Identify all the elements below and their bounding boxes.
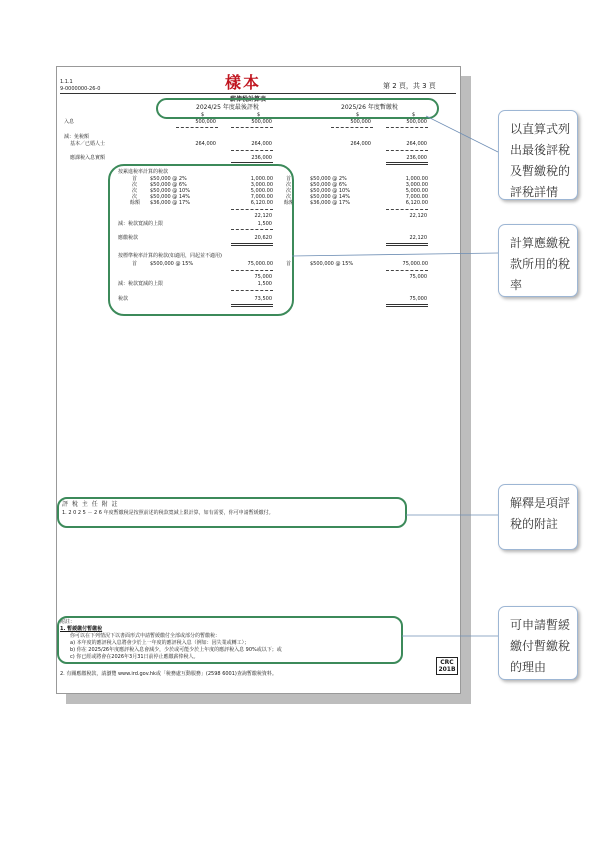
standard-subtotal: 75,000 [409,274,427,280]
basic-allowance-label: 基本／已婚人士 [70,141,106,147]
col-header-final: 2024/25 年度最後評稅 [196,104,259,111]
dollar-sign: $ [201,112,205,118]
note-2: 2. 有關應繳稅款，請瀏覽 www.ird.gov.hk或「稅務處互動服務」(2598 6001)查詢暫繳稅資料。 [60,671,277,677]
band-rate: $50,000 @ 10% [150,188,190,194]
band-amount: 75,000.00 [402,261,428,267]
band-amount: 6,120.00 [250,200,273,206]
tax-payable-value: 20,620 [254,235,272,241]
note-1-intro: 你可以在下列情況下以書面形式申請暫緩繳付全部或部分的暫繳稅： [70,633,221,639]
progressive-subtotal: 22,120 [254,213,272,219]
assessor-remark-1: 1. 2 0 2 5 － 2 6 年度暫繳稅是按照前述的稅款寬減上限計算，如有需要，你可申請暫緩繳付。 [62,510,274,516]
band-rate: $50,000 @ 14% [150,194,190,200]
band-rate: $50,000 @ 6% [310,182,347,188]
form-number: 201B [438,666,456,673]
band-tag: 次 [132,182,138,188]
band-amount: 5,000.00 [250,188,273,194]
band-tag: 次 [132,194,138,200]
tax-payable-label: 應繳稅款 [118,235,139,241]
allowance-value: 264,000 [350,141,371,147]
net-chargeable-label: 應課稅入息實額 [70,155,106,161]
file-number: 9-0000000-26-0 [60,86,101,92]
band-rate: $36,000 @ 17% [310,200,350,206]
tax-label: 稅款 [118,296,129,302]
net-chargeable-value: 236,000 [251,155,272,161]
net-chargeable-value: 236,000 [406,155,427,161]
allowance-value: 264,000 [195,141,216,147]
tax-value: 75,000 [409,296,427,302]
band-rate: $500,000 @ 15% [150,261,194,267]
band-tag: 首 [286,261,292,267]
band-amount: 3,000.00 [250,182,273,188]
notes-title: 附註： [60,619,76,625]
reduction-label: 減：稅款寬減的上限 [118,221,164,227]
dollar-sign: $ [257,112,261,118]
progressive-subtotal: 22,120 [409,213,427,219]
band-rate: $50,000 @ 14% [310,194,350,200]
page-indicator: 第 2 頁，共 3 頁 [383,82,436,90]
band-rate: $500,000 @ 15% [310,261,354,267]
dollar-sign: $ [412,112,416,118]
band-amount: 7,000.00 [250,194,273,200]
note-1-b: b) 你在 2025/26年度應評稅入息會減少，少於或可能少於上年度的應評稅入息 90%或以下；或 [70,647,282,653]
income-value: 500,000 [350,119,371,125]
progressive-title: 按累進稅率計算的稅款 [118,169,169,175]
band-tag: 首 [132,261,138,267]
band-rate: $50,000 @ 2% [150,176,187,182]
callout-tax-rates: 計算應繳稅款所用的稅率 [498,224,578,297]
reduction-amount: 1,500 [257,281,272,287]
allowances-label: 減：免稅額 [64,134,90,140]
tax-payable-value: 22,120 [409,235,427,241]
reduction-label: 減：稅款寬減的上限 [118,281,164,287]
callout-remarks: 解釋是項評稅的附註 [498,484,578,550]
dollar-sign: $ [356,112,360,118]
sample-stamp: 樣本 [225,73,262,92]
allowance-value: 264,000 [406,141,427,147]
note-1-a: a) 本年度的應評稅入息將會少於上一年度的應評稅入息（例如：因失業或轉工）； [70,640,250,646]
band-amount: 3,000.00 [405,182,428,188]
band-rate: $50,000 @ 2% [310,176,347,182]
band-tag: 次 [286,182,292,188]
table-title: 薪俸稅計算表 [230,96,267,103]
income-value: 500,000 [195,119,216,125]
band-rate: $50,000 @ 6% [150,182,187,188]
note-1-title: 1. 暫緩繳付暫繳稅 [60,626,103,632]
band-amount: 7,000.00 [405,194,428,200]
band-tag: 次 [132,188,138,194]
income-label: 入息 [64,119,75,125]
form-code: 1.1.1 [60,79,73,85]
band-amount: 1,000.00 [250,176,273,182]
standard-subtotal: 75,000 [254,274,272,280]
note-1-c: c) 你已經或將會在2026年3月31日前停止應繳薪俸稅人。 [70,654,199,660]
band-tag: 餘額 [130,200,141,206]
crc-label: CRC [440,659,454,666]
band-rate: $36,000 @ 17% [150,200,190,206]
callout-assessment-details: 以直算式列出最後評稅及暫繳稅的評稅詳情 [498,110,578,200]
band-rate: $50,000 @ 10% [310,188,350,194]
tax-value: 73,500 [254,296,272,302]
band-amount: 75,000.00 [247,261,273,267]
allowance-value: 264,000 [251,141,272,147]
band-tag: 次 [286,188,292,194]
band-tag: 首 [132,176,138,182]
col-header-provisional: 2025/26 年度暫繳稅 [341,104,398,111]
band-amount: 1,000.00 [405,176,428,182]
standard-rate-title: 按標準稅率計算的稅款(如適用，同起並不適用) [118,253,222,259]
band-tag: 餘額 [284,200,295,206]
band-tag: 次 [286,194,292,200]
callout-holdover: 可申請暫緩繳付暫繳稅的理由 [498,606,578,680]
income-value: 500,000 [251,119,272,125]
band-tag: 首 [286,176,292,182]
band-amount: 6,120.00 [405,200,428,206]
assessor-remarks-title: 評 稅 主 任 附 註 [62,501,119,508]
income-value: 500,000 [406,119,427,125]
band-amount: 5,000.00 [405,188,428,194]
reduction-amount: 1,500 [257,221,272,227]
